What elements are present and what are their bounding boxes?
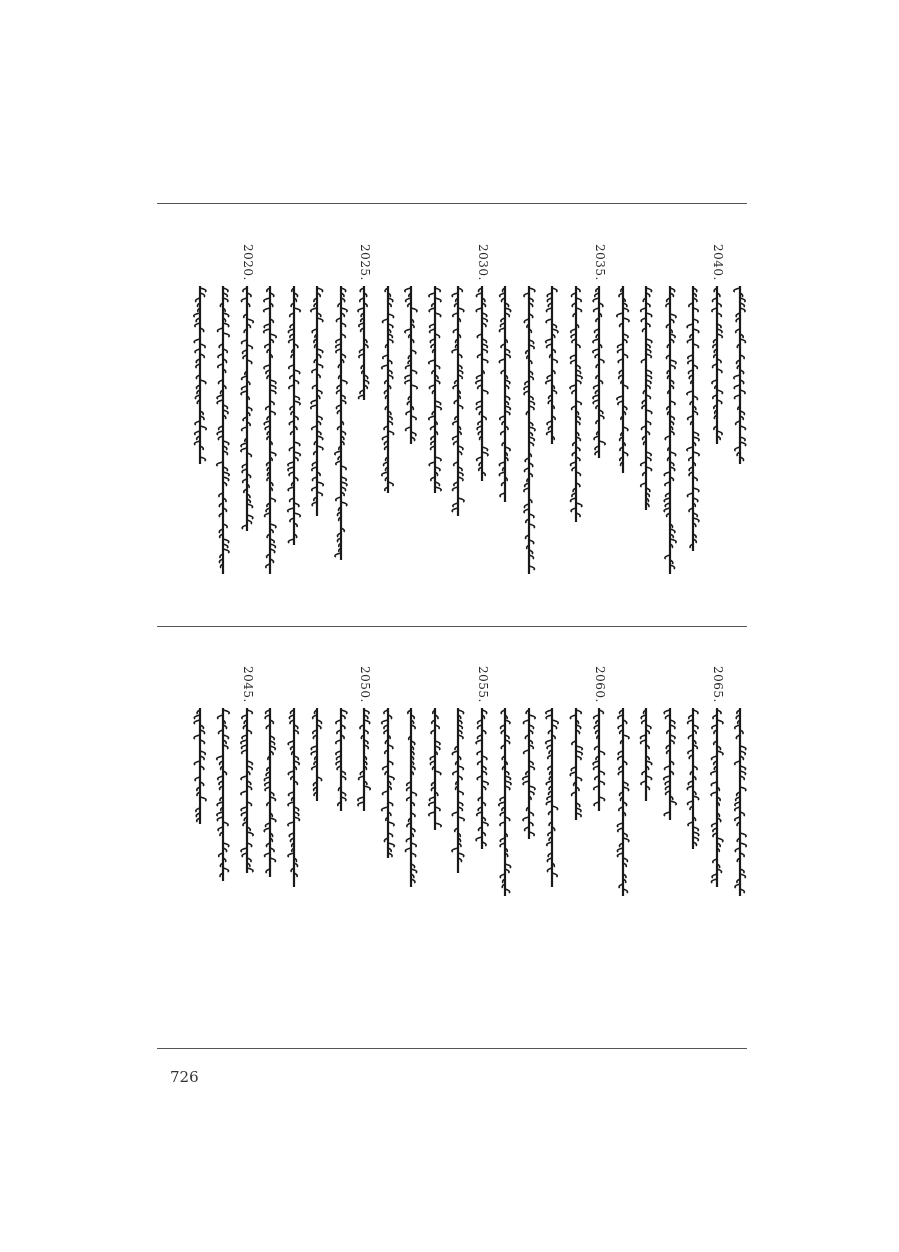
middle-rule bbox=[157, 626, 747, 627]
script-column bbox=[424, 706, 446, 834]
script-column bbox=[612, 706, 634, 900]
script-column bbox=[259, 706, 281, 881]
script-column bbox=[377, 284, 399, 497]
script-column bbox=[494, 284, 516, 506]
script-column bbox=[283, 706, 305, 891]
script-column bbox=[236, 284, 258, 535]
script-column bbox=[565, 284, 587, 526]
verse-number: 2060. bbox=[593, 666, 607, 703]
script-column bbox=[518, 284, 540, 578]
script-column bbox=[353, 706, 375, 815]
script-column bbox=[518, 706, 540, 843]
top-rule bbox=[157, 203, 747, 204]
verse-number: 2030. bbox=[475, 244, 490, 281]
script-column bbox=[330, 284, 352, 564]
verse-number: 2035. bbox=[593, 244, 607, 281]
script-column bbox=[400, 706, 422, 891]
script-column bbox=[635, 706, 657, 805]
script-column bbox=[447, 706, 469, 877]
script-column bbox=[259, 284, 281, 578]
script-column bbox=[330, 706, 352, 815]
script-column bbox=[565, 706, 587, 824]
script-column bbox=[729, 284, 751, 468]
script-column bbox=[706, 284, 728, 448]
script-column bbox=[212, 284, 234, 578]
verse-number: 2045. bbox=[240, 666, 255, 703]
script-column bbox=[353, 284, 375, 404]
script-column bbox=[306, 706, 328, 805]
bottom-rule bbox=[157, 1048, 747, 1049]
script-column bbox=[635, 284, 657, 514]
script-column bbox=[612, 284, 634, 477]
script-column bbox=[283, 284, 305, 549]
script-column bbox=[400, 284, 422, 448]
script-column bbox=[189, 706, 211, 828]
script-column bbox=[189, 284, 211, 468]
script-column bbox=[729, 706, 751, 900]
verse-number: 2065. bbox=[710, 666, 725, 703]
script-column bbox=[236, 706, 258, 877]
script-column bbox=[706, 706, 728, 891]
script-column bbox=[541, 284, 563, 448]
verse-number: 2020. bbox=[240, 244, 255, 281]
script-column bbox=[541, 706, 563, 891]
script-column bbox=[494, 706, 516, 900]
script-column bbox=[447, 284, 469, 520]
script-column bbox=[471, 706, 493, 853]
verse-number: 2025. bbox=[358, 244, 372, 281]
script-column bbox=[588, 706, 610, 815]
script-column bbox=[377, 706, 399, 862]
script-column bbox=[471, 284, 493, 485]
script-column bbox=[424, 284, 446, 497]
verse-number: 2040. bbox=[710, 244, 725, 281]
verse-number: 2050. bbox=[358, 666, 372, 703]
script-column bbox=[682, 706, 704, 853]
script-column bbox=[306, 284, 328, 520]
page-number: 726 bbox=[170, 1068, 199, 1086]
script-column bbox=[588, 284, 610, 462]
script-column bbox=[682, 284, 704, 555]
script-column bbox=[659, 706, 681, 824]
verse-number: 2055. bbox=[475, 666, 490, 703]
script-column bbox=[212, 706, 234, 885]
script-column bbox=[659, 284, 681, 578]
